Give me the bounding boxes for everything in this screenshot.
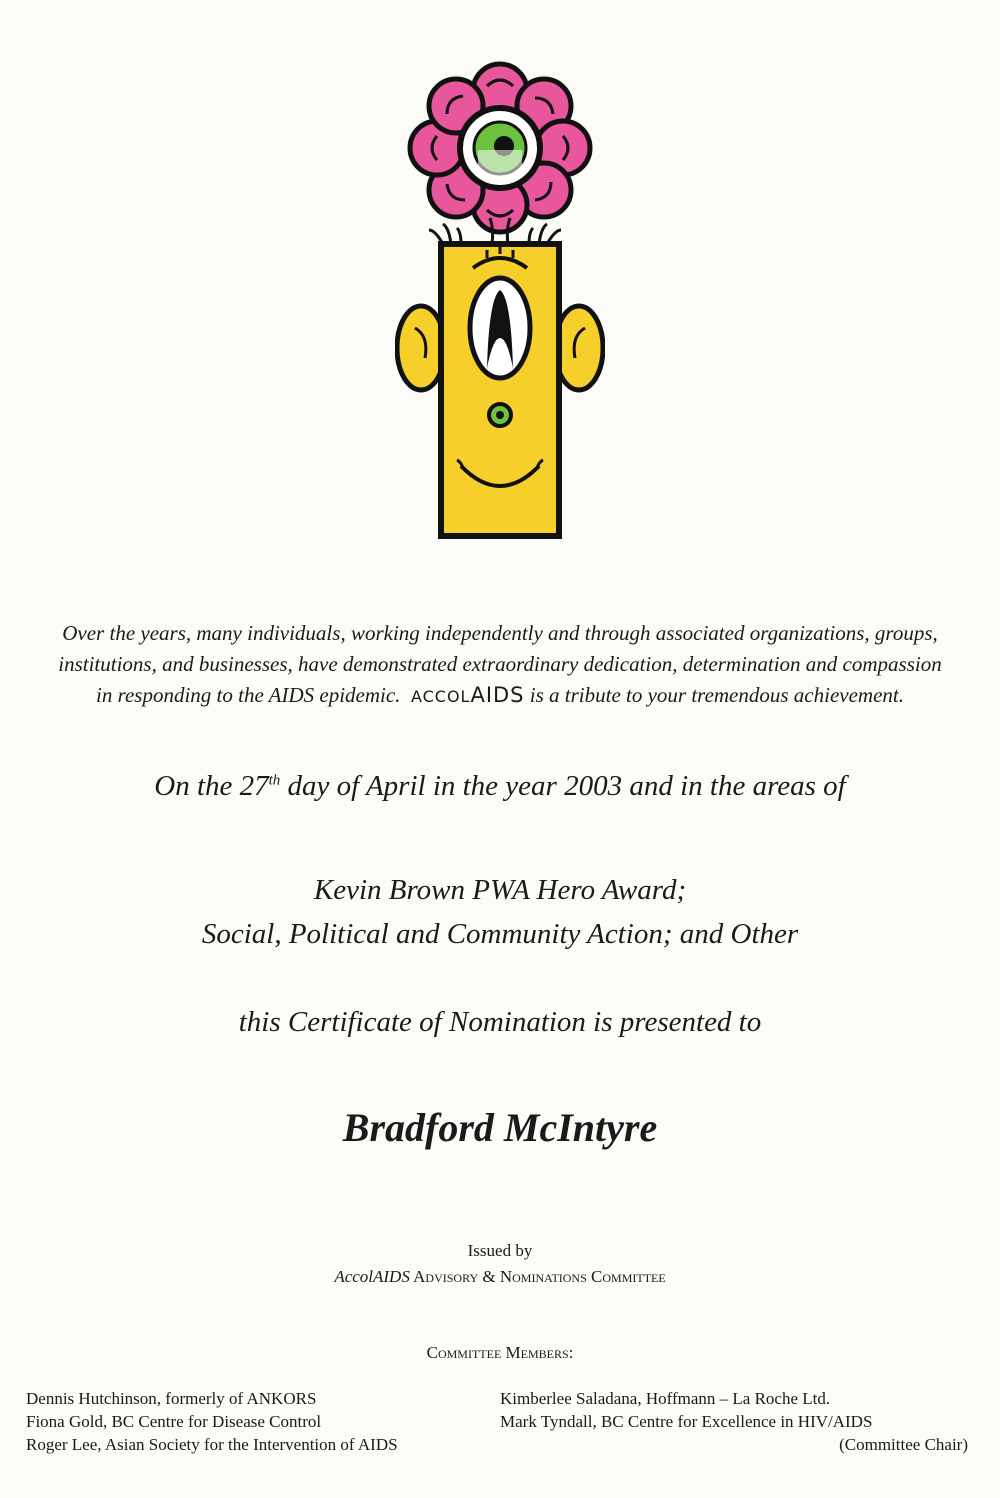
flower-eye-head-mascot-icon	[395, 58, 605, 543]
intro-line: Over the years, many individuals, working independently and through associated organizations, groups,	[62, 621, 938, 645]
award-area: Social, Political and Community Action; and Other	[201, 918, 799, 950]
committee-member: Roger Lee, Asian Society for the Intervention of AIDS	[26, 1435, 398, 1454]
org-rest: Advisory & Nominations Committee	[409, 1267, 666, 1286]
recipient-name: Bradford McIntyre	[342, 1105, 658, 1150]
award-area: Kevin Brown PWA Hero Award;	[313, 874, 687, 906]
issuing-org	[0, 1264, 1000, 1290]
date-suffix: th	[268, 772, 281, 789]
intro-paragraph	[30, 618, 970, 712]
committee-chair-note: (Committee Chair)	[839, 1435, 968, 1454]
award-areas	[0, 868, 1000, 956]
committee-member: Fiona Gold, BC Centre for Disease Control	[26, 1412, 322, 1431]
intro-line	[30, 680, 970, 712]
issued-label: Issued by	[467, 1241, 533, 1260]
intro-line: institutions, and businesses, have demonstrated extraordinary dedication, determination and compassion	[58, 652, 942, 676]
date-rest: day of April in the year 2003 and in the areas of	[280, 770, 846, 802]
committee-heading: Committee Members:	[426, 1343, 574, 1362]
brand-big: AIDS	[470, 683, 525, 707]
brand-small: ACCOL	[410, 687, 471, 706]
committee-member: Mark Tyndall, BC Centre for Excellence in HIV/AIDS	[500, 1412, 873, 1431]
intro-text: is a tribute to your tremendous achievement.	[529, 683, 904, 707]
intro-text: in responding to the AIDS epidemic.	[95, 683, 401, 707]
accolaids-brand	[410, 683, 525, 707]
committee-member: Dennis Hutchinson, formerly of ANKORS	[26, 1389, 317, 1408]
committee-member: Kimberlee Saladana, Hoffmann – La Roche Ltd.	[500, 1389, 831, 1408]
org-italic: AccolAIDS	[334, 1267, 410, 1286]
presented-line: this Certificate of Nomination is presented to	[238, 1006, 762, 1038]
issued-by	[0, 1238, 1000, 1290]
date-prefix: On the 27	[154, 770, 269, 802]
committee-members-left	[26, 1387, 506, 1456]
date-line	[0, 770, 1000, 803]
committee-members-right	[500, 1387, 968, 1456]
